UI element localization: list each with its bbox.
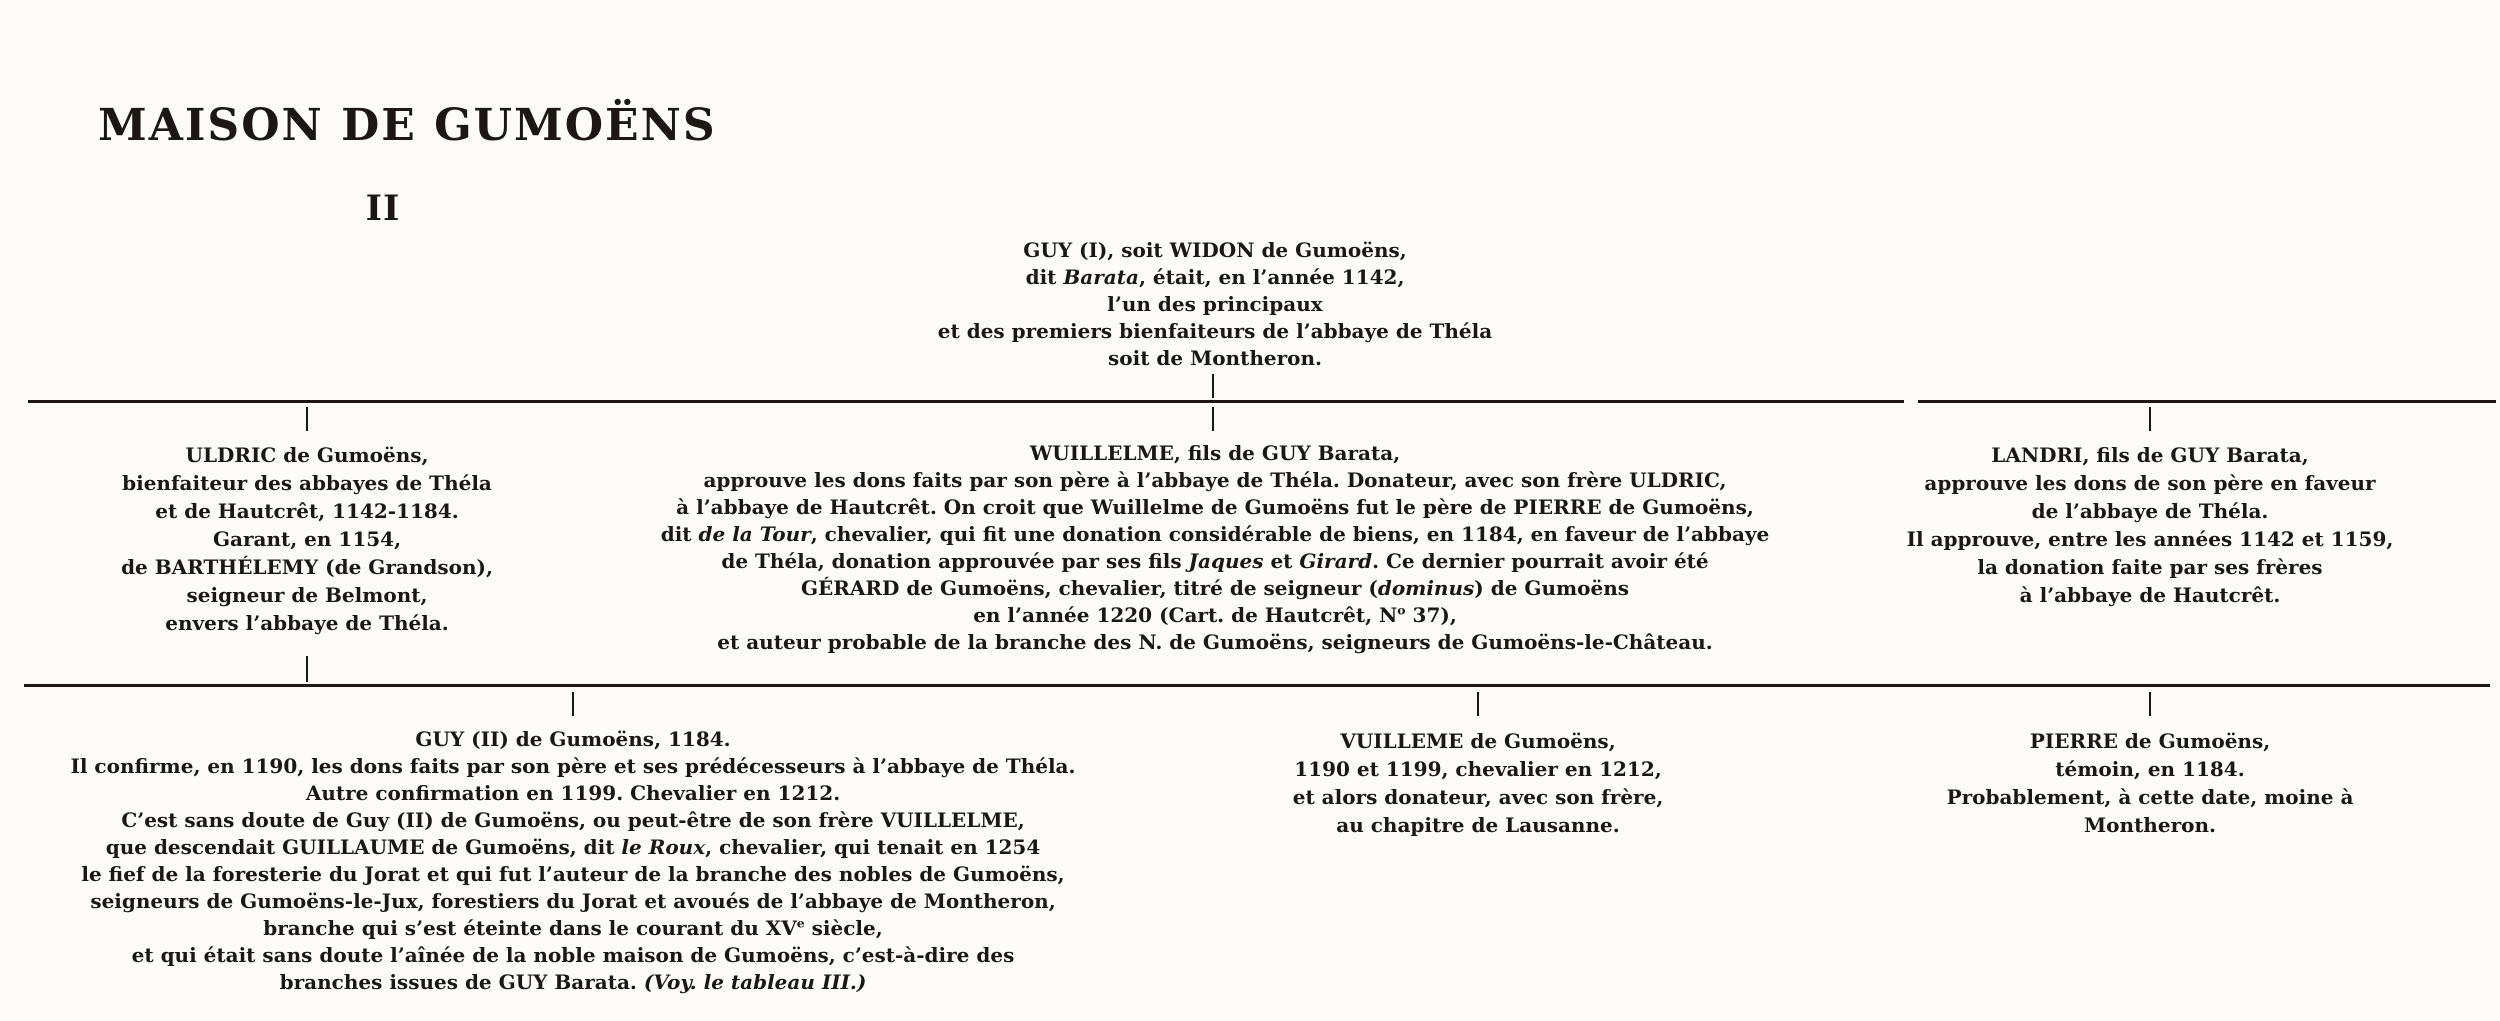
entry-text: 37), — [1405, 603, 1457, 627]
entry-text-line — [1907, 469, 2394, 497]
entry-text: et auteur probable de la branche des N. de Gumoëns, seigneurs de Gumoëns-le-Château. — [717, 630, 1713, 654]
entry-text-line — [661, 494, 1770, 521]
entry-text-line — [71, 861, 1076, 888]
entry-text-line — [938, 264, 1492, 291]
entry-text-line — [121, 581, 493, 609]
entry-text-line — [121, 525, 493, 553]
entry-text-line — [661, 548, 1770, 575]
entry-text: , chevalier, qui tenait en 1254 — [705, 835, 1041, 859]
entry-text-italic: Barata — [1063, 265, 1139, 289]
entry-text: o — [1397, 602, 1406, 618]
entry-pierre — [1947, 727, 2354, 839]
entry-text: VUILLEME de Gumoëns, — [1340, 729, 1616, 753]
entry-text-line — [71, 726, 1076, 753]
entry-text: et alors donateur, avec son frère, — [1292, 785, 1664, 809]
entry-text-line — [71, 969, 1076, 996]
entry-guy-i — [938, 237, 1492, 372]
entry-text: de Théla, donation approuvée par ses fils — [721, 549, 1189, 573]
entry-text-line — [71, 942, 1076, 969]
entry-text-line — [938, 237, 1492, 264]
entry-text: GUY (I), soit WIDON de Gumoëns, — [1023, 238, 1407, 262]
entry-text: Probablement, à cette date, moine à — [1946, 785, 2354, 809]
entry-text-line — [1907, 441, 2394, 469]
entry-text: l’un des principaux — [1107, 292, 1323, 316]
generation-rule — [28, 400, 1904, 403]
entry-text-line — [938, 291, 1492, 318]
entry-text-italic: de la Tour — [698, 522, 811, 546]
entry-text-line — [1907, 581, 2394, 609]
entry-text-line — [1947, 755, 2354, 783]
entry-text: , était, en l’année 1142, — [1138, 265, 1405, 289]
entry-text-italic: le Roux — [621, 835, 706, 859]
connector-tick — [2149, 407, 2151, 431]
generation-rule — [1918, 400, 2496, 403]
entry-text: PIERRE de Gumoëns, — [2029, 729, 2271, 753]
entry-text: C’est sans doute de Guy (II) de Gumoëns, ou peut-être de son frère VUILLELME, — [121, 808, 1025, 832]
connector-tick — [1212, 374, 1214, 398]
entry-wuillelme — [661, 440, 1770, 656]
entry-text: et des premiers bienfaiteurs de l’abbaye de Théla — [937, 319, 1493, 343]
entry-text: de l’abbaye de Théla. — [2031, 499, 2269, 523]
entry-text-line — [938, 345, 1492, 372]
entry-text: et de Hautcrêt, 1142-1184. — [155, 499, 459, 523]
entry-text: et — [1263, 549, 1300, 573]
entry-text: dit — [660, 522, 699, 546]
entry-text: bienfaiteur des abbayes de Théla — [122, 471, 492, 495]
entry-text: approuve les dons faits par son père à l’abbaye de Théla. Donateur, avec son frère ULDRIC, — [703, 468, 1727, 492]
entry-text: Il approuve, entre les années 1142 et 1159, — [1906, 527, 2394, 551]
entry-text: Garant, en 1154, — [212, 527, 402, 551]
entry-text-line — [938, 318, 1492, 345]
entry-text-line — [661, 575, 1770, 602]
page-title: MAISON DE GUMOËNS — [98, 100, 717, 151]
section-number: II — [365, 188, 401, 229]
entry-guy-ii — [71, 726, 1076, 996]
entry-text: que descendait GUILLAUME de Gumoëns, dit — [105, 835, 622, 859]
entry-text: branche qui s’est éteinte dans le courant du XV — [263, 916, 797, 940]
entry-text: ) de Gumoëns — [1474, 576, 1630, 600]
entry-landri — [1907, 441, 2394, 609]
entry-text-line — [1907, 525, 2394, 553]
entry-text-italic: (Voy. le tableau III.) — [643, 970, 867, 994]
entry-text-line — [121, 441, 493, 469]
entry-vuilleme — [1293, 727, 1664, 839]
entry-text-line — [661, 440, 1770, 467]
entry-text: ULDRIC de Gumoëns, — [185, 443, 429, 467]
entry-text: e — [796, 915, 805, 931]
entry-text-line — [1293, 727, 1664, 755]
entry-text: . Ce dernier pourrait avoir été — [1372, 549, 1709, 573]
entry-text: branches issues de GUY Barata. — [279, 970, 644, 994]
entry-text-line — [661, 602, 1770, 629]
entry-text: au chapitre de Lausanne. — [1336, 813, 1620, 837]
entry-text-line — [121, 553, 493, 581]
entry-text: LANDRI, fils de GUY Barata, — [1991, 443, 2309, 467]
entry-text-italic: Jaques — [1188, 549, 1264, 573]
entry-text: seigneurs de Gumoëns-le-Jux, forestiers du Jorat et avoués de l’abbaye de Montheron, — [90, 889, 1056, 913]
entry-text-line — [661, 467, 1770, 494]
entry-text-line — [661, 629, 1770, 656]
connector-tick — [306, 656, 308, 682]
entry-text: envers l’abbaye de Théla. — [165, 611, 449, 635]
entry-text-line — [1907, 553, 2394, 581]
entry-text: 1190 et 1199, chevalier en 1212, — [1294, 757, 1662, 781]
entry-text-line — [1293, 783, 1664, 811]
entry-text: le fief de la foresterie du Jorat et qui fut l’auteur de la branche des nobles de Gumoëns, — [81, 862, 1065, 886]
entry-text-line — [1947, 811, 2354, 839]
entry-text: dit — [1025, 265, 1064, 289]
entry-text-line — [121, 609, 493, 637]
connector-tick — [2149, 692, 2151, 716]
entry-text-line — [121, 469, 493, 497]
entry-text: WUILLELME, fils de GUY Barata, — [1029, 441, 1401, 465]
entry-text-line — [71, 915, 1076, 942]
generation-rule — [24, 684, 2490, 687]
connector-tick — [572, 692, 574, 716]
entry-text: témoin, en 1184. — [2055, 757, 2245, 781]
entry-text-line — [121, 497, 493, 525]
entry-text-line — [1293, 755, 1664, 783]
entry-text: GUY (II) de Gumoëns, 1184. — [415, 727, 731, 751]
entry-text-line — [1907, 497, 2394, 525]
entry-text-line — [71, 807, 1076, 834]
connector-tick — [1212, 407, 1214, 431]
entry-text: Autre confirmation en 1199. Chevalier en 1212. — [305, 781, 841, 805]
entry-text: soit de Montheron. — [1108, 346, 1322, 370]
entry-text: Il confirme, en 1190, les dons faits par son père et ses prédécesseurs à l’abbaye de Théla. — [70, 754, 1076, 778]
entry-text-italic: Girard — [1299, 549, 1373, 573]
entry-text: et qui était sans doute l’aînée de la noble maison de Gumoëns, c’est-à-dire des — [131, 943, 1015, 967]
entry-text-italic: dominus — [1377, 576, 1475, 600]
connector-tick — [1477, 692, 1479, 716]
entry-text: à l’abbaye de Hautcrêt. On croit que Wuillelme de Gumoëns fut le père de PIERRE de Gumoëns, — [676, 495, 1754, 519]
entry-text-line — [71, 780, 1076, 807]
entry-text: , chevalier, qui fit une donation considérable de biens, en 1184, en faveur de l’abbaye — [810, 522, 1770, 546]
entry-text: en l’année 1220 (Cart. de Hautcrêt, N — [973, 603, 1398, 627]
entry-text-line — [1947, 727, 2354, 755]
connector-tick — [306, 407, 308, 431]
entry-text-line — [1293, 811, 1664, 839]
entry-text-line — [71, 834, 1076, 861]
entry-text: GÉRARD de Gumoëns, chevalier, titré de seigneur ( — [800, 576, 1378, 600]
entry-text: approuve les dons de son père en faveur — [1924, 471, 2376, 495]
entry-text: seigneur de Belmont, — [186, 583, 428, 607]
entry-text-line — [71, 888, 1076, 915]
entry-text: de BARTHÉLEMY (de Grandson), — [121, 555, 493, 579]
entry-text: Montheron. — [2084, 813, 2216, 837]
entry-text: à l’abbaye de Hautcrêt. — [2019, 583, 2281, 607]
entry-text: siècle, — [804, 916, 883, 940]
entry-text-line — [71, 753, 1076, 780]
entry-text-line — [661, 521, 1770, 548]
entry-uldric — [121, 441, 493, 637]
entry-text-line — [1947, 783, 2354, 811]
entry-text: la donation faite par ses frères — [1977, 555, 2323, 579]
